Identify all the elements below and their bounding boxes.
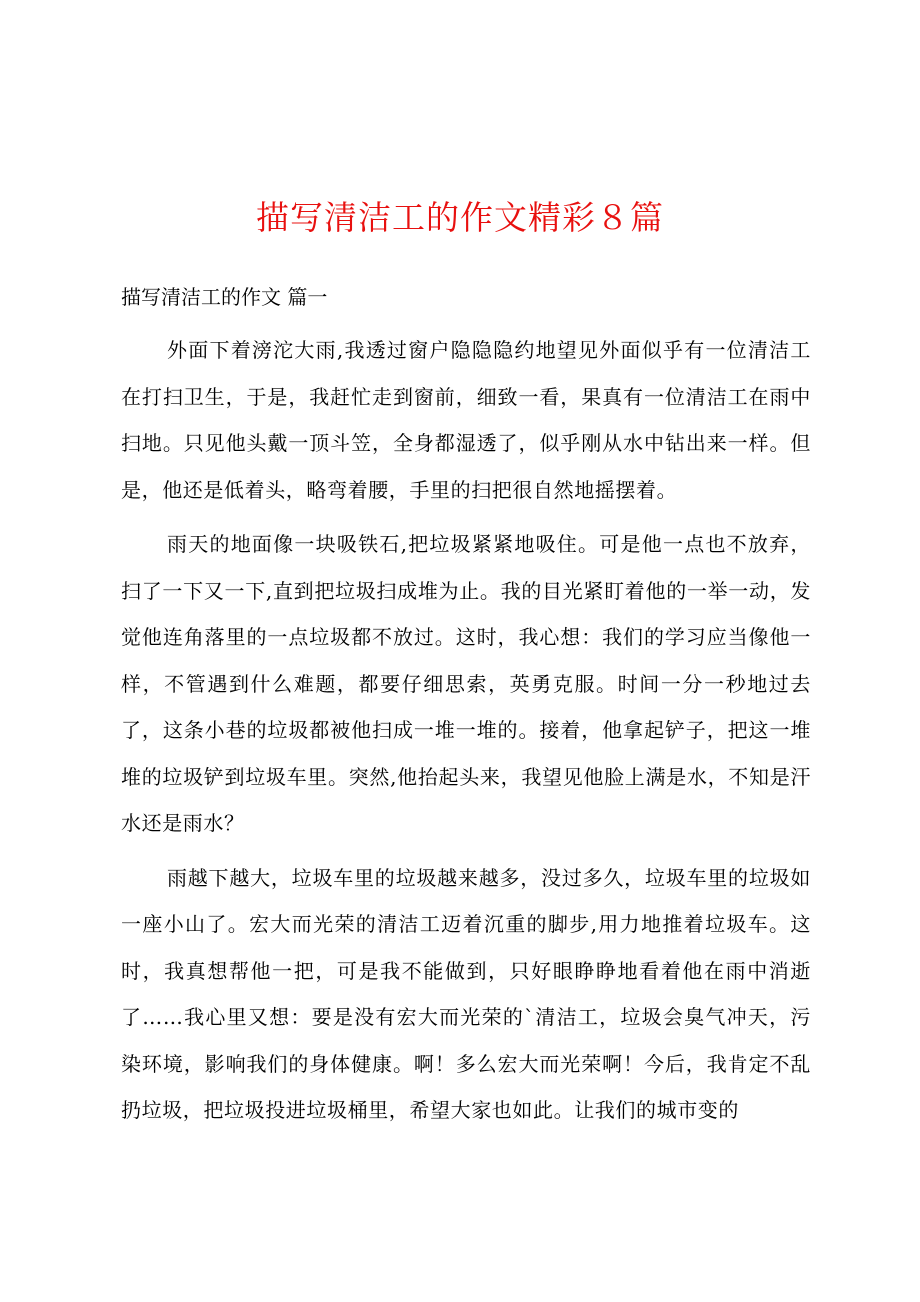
- section-heading: 描写清洁工的作文 篇一: [121, 285, 328, 309]
- paragraph-1: 外面下着滂沱大雨,我透过窗户隐隐隐约地望见外面似乎有一位清洁工在打扫卫生，于是，我赶忙走到窗前，细致一看，果真有一位清洁工在雨中扫地。只见他头戴一顶斗笠，全身都湿透了，似乎刚从水中钻出来一样。但是，他还是低着头，略弯着腰，手里的扫把很自然地摇摆着。: [121, 338, 811, 502]
- article-body: [121, 327, 811, 1142]
- document-title: 描写清洁工的作文精彩８篇: [256, 198, 664, 237]
- paragraph-2: 雨天的地面像一块吸铁石,把垃圾紧紧地吸住。可是他一点也不放弃，扫了一下又一下,直到把垃圾扫成堆为止。我的目光紧盯着他的一举一动，发觉他连角落里的一点垃圾都不放过。这时，我心想：我们的学习应当像他一样，不管遇到什么难题，都要仔细思索，英勇克服。时间一分一秒地过去了，这条小巷的垃圾都被他扫成一堆一堆的。接着，他拿起铲子，把这一堆堆的垃圾铲到垃圾车里。突然,他抬起头来，我望见他脸上满是水，不知是汗水还是雨水？: [121, 532, 811, 835]
- paragraph-3: 雨越下越大，垃圾车里的垃圾越来越多，没过多久，垃圾车里的垃圾如一座小山了。宏大而光荣的清洁工迈着沉重的脚步,用力地推着垃圾车。这时，我真想帮他一把，可是我不能做到，只好眼睁睁地看着他在雨中消逝了……我心里又想：要是没有宏大而光荣的`清洁工，垃圾会臭气冲天，污染环境，影响我们的身体健康。啊！多么宏大而光荣啊！今后，我肯定不乱扔垃圾，把垃圾投进垃圾桶里，希望大家也如此。让我们的城市变的: [121, 865, 811, 1122]
